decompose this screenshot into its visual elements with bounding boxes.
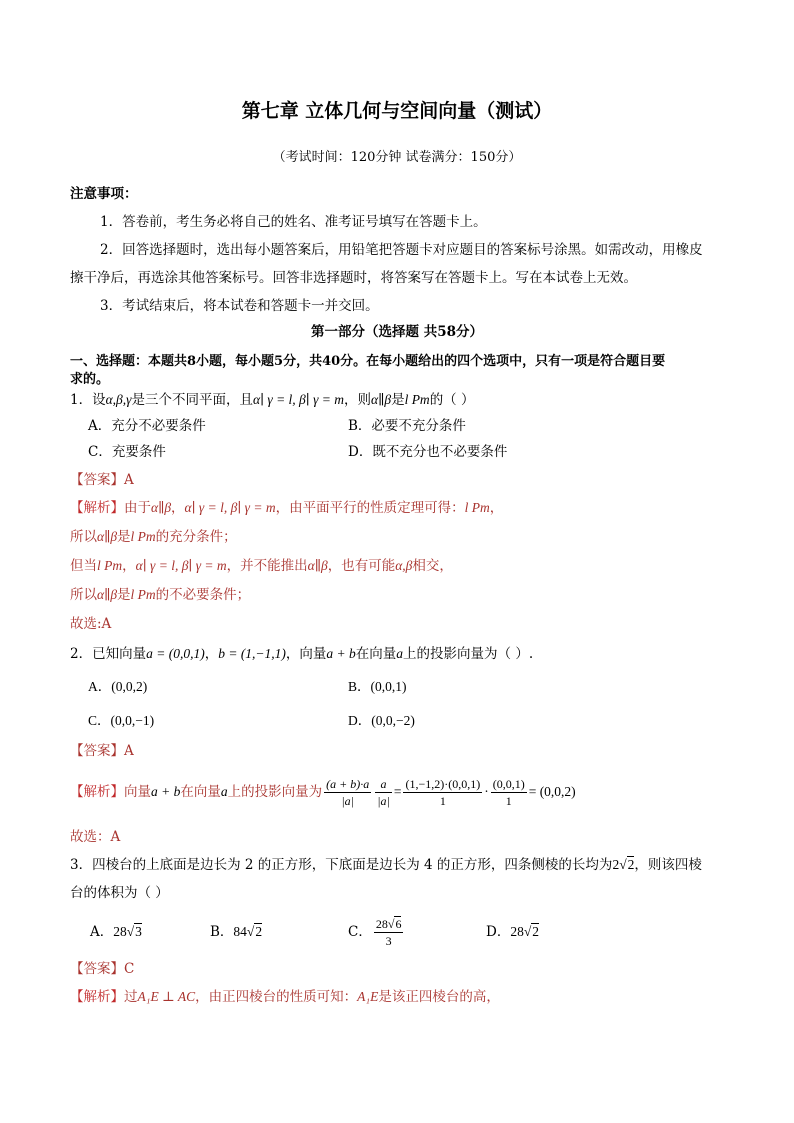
analysis-text: ，由平面平行的性质定理可得： (275, 500, 465, 516)
q2-conclusion: 故选：A (70, 829, 121, 845)
section-instructions-cont: 求的。 (70, 372, 110, 387)
q1-condition-3: l Pm (404, 392, 430, 407)
q3-option-c[interactable] (348, 912, 405, 952)
q1-analysis-line-3 (70, 556, 453, 576)
analysis-text: 的不必要条件； (155, 587, 251, 603)
q2-vector-b: b = (1,−1,1) (218, 646, 286, 661)
analysis-text: ，并不能推出 (226, 558, 308, 574)
fraction-denominator: 3 (385, 934, 392, 948)
q3-answer: 【答案】C (70, 961, 135, 977)
notes-heading: 注意事项： (70, 186, 138, 202)
question-3-cont: 台的体积为（ ） (70, 885, 169, 901)
analysis-tag: 【解析】 (70, 784, 124, 800)
analysis-math: l Pm (464, 500, 490, 515)
option-label: C． (348, 924, 372, 940)
projection-fraction-4 (491, 776, 527, 809)
q2-vector-sum: a + b (326, 646, 356, 661)
q2-answer: 【答案】A (70, 743, 134, 759)
projection-result: = (0,0,2) (528, 784, 576, 799)
q1-number: 1．设 (70, 392, 106, 408)
analysis-text: 向量 (124, 784, 151, 800)
analysis-math: α∣ γ = l, β∣ γ = m (184, 500, 276, 515)
option-coef: 28 (510, 924, 524, 939)
q2-text: 2．已知向量 (70, 646, 147, 662)
analysis-math: α∥β (97, 587, 118, 602)
dot-operator: · (484, 784, 489, 799)
fraction-denominator: 1 (439, 794, 446, 808)
analysis-text: 但当 (70, 558, 97, 574)
q1-conclusion: 故选:A (70, 616, 112, 632)
option-radicand: 2 (532, 924, 539, 939)
q1-text: 的（ ） (429, 392, 475, 408)
analysis-text: ， (122, 558, 136, 574)
q1-answer: 【答案】A (70, 472, 134, 488)
q1-analysis-line-2 (70, 527, 237, 547)
option-coef: 84 (233, 924, 247, 939)
analysis-text: 上的投影向量为 (227, 784, 323, 800)
note-item-1: 1．答卷前，考生务必将自己的姓名、准考证号填写在答题卡上。 (100, 214, 487, 230)
projection-fraction-1 (324, 776, 371, 809)
exam-info: （考试时间：120分钟 试卷满分：150分） (272, 150, 522, 165)
q2-vector-a: a = (0,0,1) (146, 646, 205, 661)
q1-text: ，则 (344, 392, 372, 408)
q2-option-c[interactable]: C．(0,0,−1) (88, 713, 155, 728)
q2-option-d[interactable]: D．(0,0,−2) (348, 713, 415, 728)
analysis-text: 是该正四棱台的高， (378, 989, 500, 1005)
note-item-2: 2．回答选择题时，选出每小题答案后，用铅笔把答题卡对应题目的答案标号涂黑。如需改动，用橡皮 (100, 242, 703, 258)
analysis-text: ，由正四棱台的性质可知： (195, 989, 358, 1005)
q1-option-b[interactable]: B．必要不充分条件 (348, 418, 466, 434)
analysis-text: ， (489, 500, 504, 516)
q1-option-a[interactable]: A．充分不必要条件 (88, 418, 206, 434)
analysis-math: α∥β (97, 529, 118, 544)
sqrt-sign: √ (126, 924, 135, 939)
analysis-math: l Pm (130, 529, 156, 544)
q3-option-d[interactable] (486, 922, 539, 942)
q3-text: 3．四棱台的上底面是边长为 2 的正方形，下底面是边长为 4 的正方形，四条侧棱的长均为 (70, 857, 613, 873)
analysis-tag: 【解析】 (70, 500, 124, 516)
option-label: A． (90, 924, 114, 940)
q3-option-b[interactable] (210, 922, 262, 942)
analysis-math: A₁E ⊥ AC (137, 989, 196, 1004)
projection-fraction-3 (403, 776, 482, 809)
fraction-denominator: 1 (505, 794, 512, 808)
q1-analysis-line-1 (70, 498, 503, 518)
analysis-math: α∥β (151, 500, 172, 515)
fraction-denominator: |a| (377, 794, 390, 808)
analysis-math: α,β (395, 558, 413, 573)
q3-radicand: 2 (627, 857, 635, 872)
q3-radical-coef: 2 (612, 857, 620, 872)
analysis-text: 是 (117, 529, 131, 545)
option-label: D． (486, 924, 511, 940)
analysis-text: 由于 (124, 500, 151, 516)
analysis-text: 所以 (70, 529, 97, 545)
question-2 (70, 644, 533, 664)
analysis-tag: 【解析】 (70, 989, 124, 1005)
q1-analysis-line-4 (70, 585, 250, 605)
analysis-text: ，也有可能 (327, 558, 396, 574)
analysis-text: 的充分条件； (155, 529, 237, 545)
q3-option-a[interactable] (90, 922, 142, 942)
analysis-math: α∣ γ = l, β∣ γ = m (135, 558, 227, 573)
option-label: B． (210, 924, 234, 940)
q1-option-c[interactable]: C．充要条件 (88, 444, 166, 460)
analysis-text: 在向量 (180, 784, 221, 800)
q2-text: 在向量 (355, 646, 397, 662)
q1-option-d[interactable]: D．既不充分也不必要条件 (348, 444, 508, 460)
sqrt-sign: √ (523, 924, 532, 939)
analysis-math: a + b (151, 784, 181, 799)
fraction-numerator: a (375, 776, 392, 793)
q2-text: ，向量 (285, 646, 327, 662)
section-instructions: 一、选择题：本题共8小题，每小题5分，共40分。在每小题给出的四个选项中，只有一项是符合题目要 (70, 354, 666, 369)
analysis-math: l Pm (97, 558, 123, 573)
q1-condition-1: α∣ γ = l, β∣ γ = m (252, 392, 345, 407)
analysis-text: 所以 (70, 587, 97, 603)
sqrt-sign: √ (619, 857, 627, 872)
option-coef: 28 (375, 917, 388, 931)
q1-condition-2: α∥β (371, 392, 392, 407)
q2-text: ， (204, 646, 219, 662)
analysis-text: ， (171, 500, 185, 516)
fraction-numerator: (0,0,1) (492, 777, 525, 791)
note-item-3: 3．考试结束后，将本试卷和答题卡一并交回。 (100, 298, 379, 314)
q2-analysis (70, 772, 576, 812)
equals-sign: = (393, 784, 402, 799)
fraction-numerator: (1,−1,2)·(0,0,1) (405, 777, 481, 791)
note-item-2-cont: 擦干净后，再选涂其他答案标号。回答非选择题时，将答案写在答题卡上。写在本试卷上无效。 (70, 270, 637, 286)
analysis-math: a (220, 784, 228, 799)
q2-option-b[interactable]: B．(0,0,1) (348, 679, 407, 694)
fraction-denominator: |a| (341, 794, 354, 808)
analysis-text: 是 (117, 587, 131, 603)
analysis-math: A₁E (357, 989, 379, 1004)
question-3 (70, 855, 702, 875)
q3-text: ，则该四棱 (634, 857, 702, 873)
analysis-text: 相交， (412, 558, 453, 574)
option-radicand: 3 (135, 924, 142, 939)
q3-analysis (70, 987, 500, 1007)
projection-fraction-2 (375, 776, 392, 809)
q2-option-a[interactable]: A．(0,0,2) (88, 679, 148, 694)
question-1 (70, 390, 474, 410)
page-title: 第七章 立体几何与空间向量（测试） (241, 100, 553, 122)
q1-greek: α,β,γ (105, 392, 132, 407)
option-coef: 28 (113, 924, 127, 939)
analysis-math: l Pm (130, 587, 156, 602)
analysis-text: 过 (124, 989, 138, 1005)
fraction-numerator: (a + b)·a (326, 777, 370, 791)
q1-text: 是三个不同平面，且 (131, 392, 253, 408)
sqrt-sign: √ (387, 917, 395, 931)
sqrt-sign: √ (246, 924, 255, 939)
q2-vector-a: a (396, 646, 404, 661)
q2-text: 上的投影向量为（ ）. (403, 646, 534, 662)
analysis-math: α∥β (307, 558, 328, 573)
part1-heading: 第一部分（选择题 共58分） (311, 324, 483, 340)
q1-text: 是 (391, 392, 405, 408)
option-fraction (374, 916, 404, 949)
option-radicand: 2 (255, 924, 263, 939)
option-radicand: 6 (395, 917, 402, 931)
